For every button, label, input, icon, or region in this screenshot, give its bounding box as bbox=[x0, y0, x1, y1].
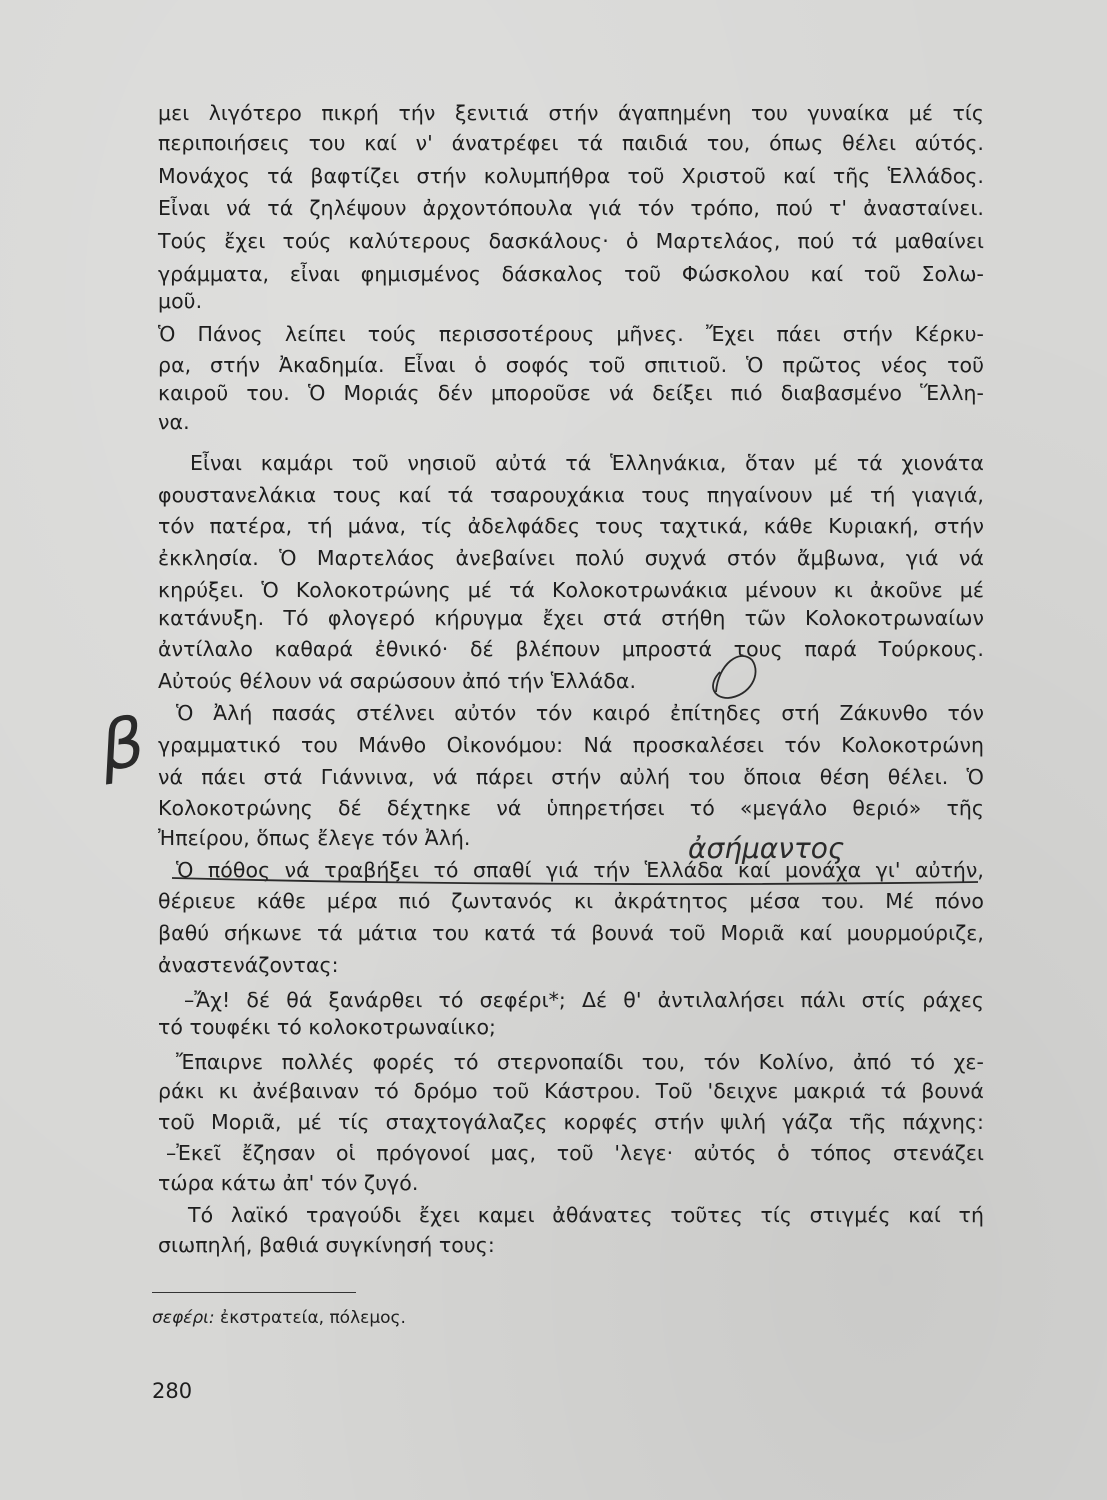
body-line-10: καιροῦ του. Ὁ Μοριάς δέν μποροῦσε νά δείξει πιό διαβασμένο Ἕλλη- bbox=[158, 381, 984, 405]
body-line-35: τώρα κάτω ἀπ' τόν ζυγό. bbox=[158, 1171, 419, 1195]
body-line-23: Κολοκοτρώνης δέ δέχτηκε νά ὑπηρετήσει τό «μεγάλο θεριό» τῆς bbox=[158, 796, 984, 820]
body-line-4: Εἶναι νά τά ζηλέψουν ἀρχοντόπουλα γιά τόν τρόπο, πού τ' ἀνασταίνει. bbox=[158, 196, 984, 220]
footnote-definition: ἐκστρατεία, πόλεμος. bbox=[220, 1308, 406, 1328]
body-line-7: μοῦ. bbox=[158, 289, 203, 313]
body-line-27: βαθύ σήκωνε τά μάτια του κατά τά βουνά τοῦ Μοριᾶ καί μουρμούριζε, bbox=[158, 921, 984, 945]
body-line-33: τοῦ Μοριᾶ, μέ τίς σταχτογάλαζες κορφές στήν ψιλή γάζα τῆς πάχνης: bbox=[158, 1110, 984, 1134]
body-line-19: Αὐτούς θέλουν νά σαρώσουν ἀπό τήν Ἑλλάδα. bbox=[158, 669, 637, 693]
body-line-25: Ὁ πόθος νά τραβήξει τό σπαθί γιά τήν Ἑλλάδα καί μονάχα γι' αὐτήν, bbox=[176, 858, 984, 882]
body-line-17: κατάνυξη. Τό φλογερό κήρυγμα ἔχει στά στήθη τῶν Κολοκοτρωναίων bbox=[158, 606, 984, 630]
body-line-22: νά πάει στά Γιάννινα, νά πάρει στήν αὐλή του ὅποια θέση θέλει. Ὁ bbox=[158, 765, 984, 789]
body-line-2: περιποιήσεις του καί ν' άνατρέφει τά παιδιά του, όπως θέλει αύτός. bbox=[158, 131, 984, 155]
body-line-21: γραμματικό του Μάνθο Οἰκονόμου: Νά προσκαλέσει τόν Κολοκοτρώνη bbox=[158, 733, 984, 757]
body-line-5: Τούς ἔχει τούς καλύτερους δασκάλους· ὁ Μαρτελάος, πού τά μαθαίνει bbox=[158, 229, 984, 253]
body-line-13: φουστανελάκια τους καί τά τσαρουχάκια τους πηγαίνουν μέ τή γιαγιά, bbox=[158, 483, 984, 507]
body-line-3: Μονάχος τά βαφτίζει στήν κολυμπήθρα τοῦ Χριστοῦ καί τῆς Ἑλλάδος. bbox=[158, 164, 984, 188]
body-line-14: τόν πατέρα, τή μάνα, τίς ἀδελφάδες τους ταχτικά, κάθε Κυριακή, στήν bbox=[158, 514, 984, 538]
body-line-24: Ἠπείρου, ὅπως ἔλεγε τόν Ἀλή. bbox=[158, 826, 471, 850]
body-line-32: ράκι κι ἀνέβαιναν τό δρόμο τοῦ Κάστρου. Τοῦ 'δειχνε μακριά τά βουνά bbox=[158, 1079, 984, 1103]
body-line-36: Τό λαϊκό τραγούδι ἔχει καμει ἀθάνατες τοῦτες τίς στιγμές καί τή bbox=[188, 1203, 984, 1227]
page-number: 280 bbox=[152, 1379, 193, 1403]
body-line-28: ἀναστενάζοντας: bbox=[158, 953, 339, 977]
body-line-15: ἐκκλησία. Ὁ Μαρτελάος ἀνεβαίνει πολύ συχνά στόν ἄμβωνα, γιά νά bbox=[158, 546, 984, 570]
body-line-1: μει λιγότερο πικρή τήν ξενιτιά στήν άγαπημένη του γυναίκα μέ τίς bbox=[158, 101, 984, 125]
pen-circle-scribble bbox=[713, 656, 756, 698]
body-line-29: –Ἄχ! δέ θά ξανάρθει τό σεφέρι*; Δέ θ' ἀντιλαλήσει πάλι στίς ράχες bbox=[184, 988, 984, 1012]
footnote bbox=[152, 1307, 406, 1329]
body-line-34: –Ἐκεῖ ἔζησαν οἱ πρόγονοί μας, τοῦ 'λεγε· αὐτός ὁ τόπος στενάζει bbox=[166, 1141, 984, 1165]
body-line-11: να. bbox=[158, 410, 190, 434]
body-line-26: θέριευε κάθε μέρα πιό ζωντανός κι ἀκράτητος μέσα του. Μέ πόνο bbox=[158, 889, 984, 913]
body-line-8: Ὁ Πάνος λείπει τούς περισσοτέρους μῆνες. Ἔχει πάει στήν Κέρκυ- bbox=[158, 322, 984, 346]
body-line-9: ρα, στήν Ἀκαδημία. Εἶναι ὁ σοφός τοῦ σπιτιοῦ. Ὁ πρῶτος νέος τοῦ bbox=[158, 353, 984, 377]
footnote-divider bbox=[152, 1292, 356, 1293]
body-line-37: σιωπηλή, βαθιά συγκίνησή τους: bbox=[158, 1233, 495, 1257]
footnote-term: σεφέρι: bbox=[152, 1308, 215, 1328]
body-line-30: τό τουφέκι τό κολοκοτρωναίικο; bbox=[158, 1015, 496, 1039]
body-line-6: γράμματα, εἶναι φημισμένος δάσκαλος τοῦ Φώσκολου καί τοῦ Σολω- bbox=[158, 262, 984, 286]
body-line-18: ἀντίλαλο καθαρά ἐθνικό· δέ βλέπουν μπροστά τους παρά Τούρκους. bbox=[158, 637, 984, 661]
body-line-31: Ἔπαιρνε πολλές φορές τό στερνοπαίδι του, τόν Κολίνο, ἀπό τό χε- bbox=[176, 1050, 984, 1074]
body-line-20: Ὁ Ἀλή πασάς στέλνει αὐτόν τόν καιρό ἐπίτηδες στή Ζάκυνθο τόν bbox=[176, 701, 984, 725]
body-line-16: κηρύξει. Ὁ Κολοκοτρώνης μέ τά Κολοκοτρωνάκια μένουν κι ἀκοῦνε μέ bbox=[158, 578, 984, 602]
margin-mark: β bbox=[95, 703, 150, 788]
handwritten-note: ἀσήμαντος bbox=[688, 832, 845, 865]
body-line-12: Εἶναι καμάρι τοῦ νησιοῦ αὐτά τά Ἑλληνάκια, ὅταν μέ τά χιονάτα bbox=[190, 451, 984, 475]
